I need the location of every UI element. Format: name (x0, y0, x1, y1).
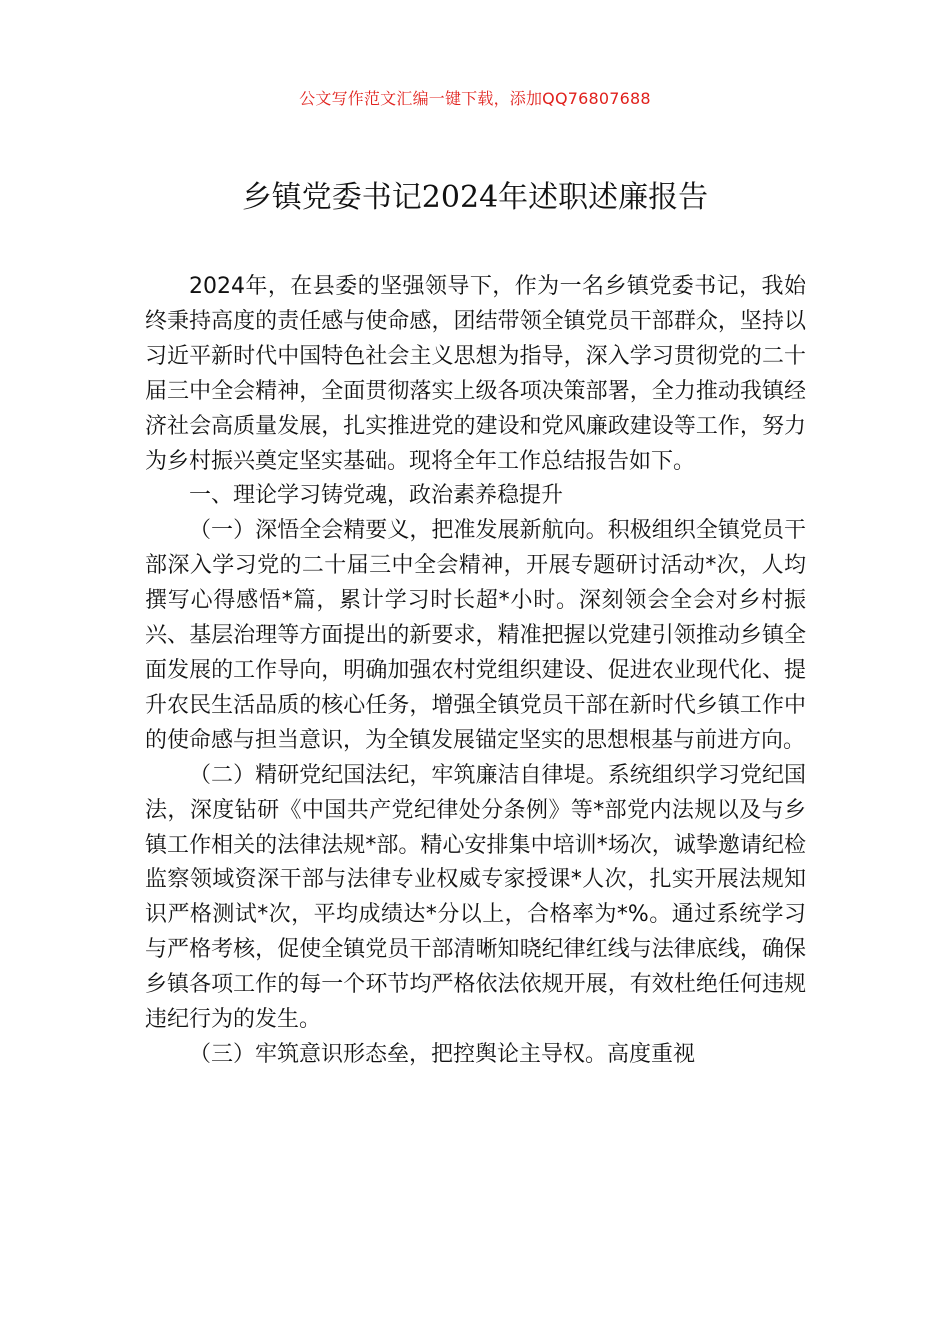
document-body (145, 270, 806, 1073)
section-heading-1: 一、理论学习铸党魂，政治素养稳提升 (189, 483, 564, 509)
intro-paragraph: 2024年，在县委的坚强领导下，作为一名乡镇党委书记，我始终秉持高度的责任感与使命感，团结带领全镇党员干部群众，坚持以习近平新时代中国特色社会主义思想为指导，深入学习贯彻党的二十届三中全会精神，全面贯彻落实上级各项决策部署，全力推动我镇经济社会高质量发展，扎实推进党的建设和党风廉政建设等工作，努力为乡村振兴奠定坚实基础。现将全年工作总结报告如下。 (145, 274, 806, 474)
download-watermark: 公文写作范文汇编一键下载，添加QQ76807688 (299, 89, 651, 108)
subsection-paragraph-3: （三）牢筑意识形态垒，把控舆论主导权。高度重视 (189, 1041, 696, 1067)
subsection-paragraph-1: （一）深悟全会精要义，把准发展新航向。积极组织全镇党员干部深入学习党的二十届三中全会精神，开展专题研讨活动*次，人均撰写心得感悟*篇，累计学习时长超*小时。深刻领会全会对乡村振兴、基层治理等方面提出的新要求，精准把握以党建引领推动乡镇全面发展的工作导向，明确加强农村党组织建设、促进农业现代化、提升农民生活品质的核心任务，增强全镇党员干部在新时代乡镇工作中的使命感与担当意识，为全镇发展锚定坚实的思想根基与前进方向。 (145, 518, 806, 753)
document-title: 乡镇党委书记2024年述职述廉报告 (241, 180, 709, 215)
subsection-paragraph-2: （二）精研党纪国法纪，牢筑廉洁自律堤。系统组织学习党纪国法，深度钻研《中国共产党纪律处分条例》等*部党内法规以及与乡镇工作相关的法律法规*部。精心安排集中培训*场次，诚挚邀请纪检监察领域资深干部与法律专业权威专家授课*人次，扎实开展法规知识严格测试*次，平均成绩达*分以上，合格率为*%。通过系统学习与严格考核，促使全镇党员干部清晰知晓纪律红线与法律底线，确保乡镇各项工作的每一个环节均严格依法依规开展，有效杜绝任何违规违纪行为的发生。 (145, 762, 806, 1033)
